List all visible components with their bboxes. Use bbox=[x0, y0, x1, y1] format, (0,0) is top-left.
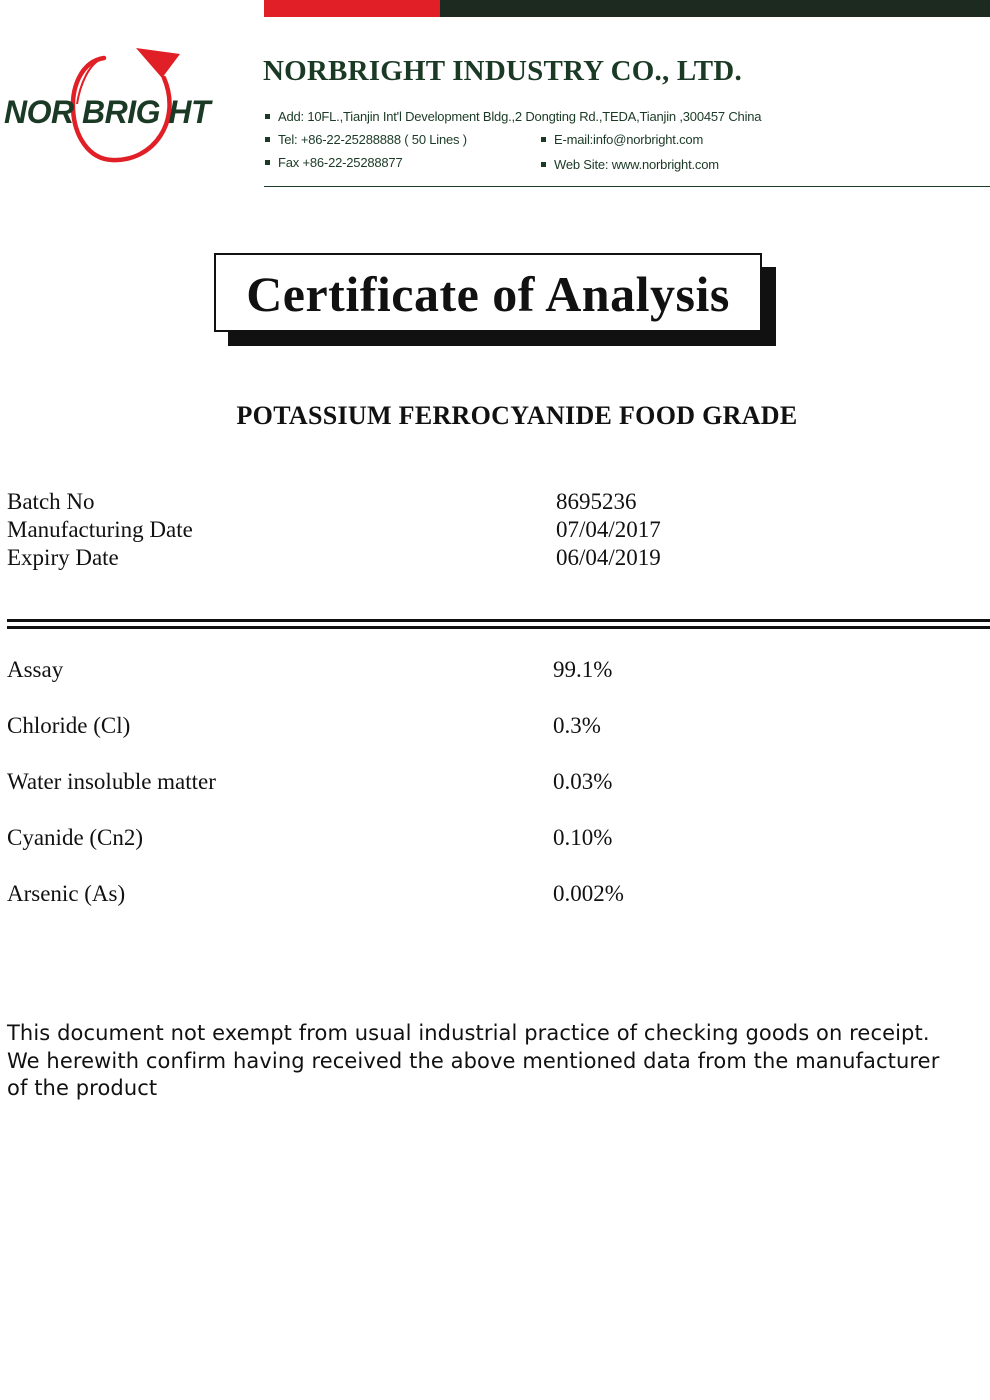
expiry-date-value: 06/04/2019 bbox=[556, 545, 661, 570]
document-title: Certificate of Analysis bbox=[246, 266, 730, 322]
footer-line: of the product bbox=[7, 1076, 158, 1100]
result-value: 0.03% bbox=[553, 769, 613, 794]
footer-line: We herewith confirm having received the above mentioned data from the manufacturer bbox=[7, 1048, 940, 1073]
tel-text: Tel: +86-22-25288888 ( 50 Lines ) bbox=[278, 132, 467, 147]
section-divider-bottom bbox=[7, 626, 990, 629]
result-value: 99.1% bbox=[553, 657, 613, 682]
result-value: 0.3% bbox=[553, 713, 601, 738]
header-divider bbox=[264, 186, 990, 187]
address-line bbox=[265, 109, 761, 124]
website-line bbox=[541, 157, 719, 172]
footer-note bbox=[7, 1020, 982, 1103]
website-text: Web Site: www.norbright.com bbox=[554, 157, 719, 172]
bullet-icon bbox=[265, 160, 270, 165]
email-line bbox=[541, 132, 703, 147]
logo-text: NOR BRIG HT bbox=[4, 94, 211, 130]
result-value: 0.002% bbox=[553, 881, 624, 906]
email-text: E-mail:info@norbright.com bbox=[554, 132, 704, 147]
result-value: 0.10% bbox=[553, 825, 613, 850]
result-label: Chloride (Cl) bbox=[7, 713, 131, 738]
tel-line bbox=[265, 132, 467, 147]
result-label: Water insoluble matter bbox=[7, 769, 216, 794]
result-label: Assay bbox=[7, 657, 64, 682]
section-divider-top bbox=[7, 619, 990, 622]
bullet-icon bbox=[541, 162, 546, 167]
fax-line bbox=[265, 155, 403, 170]
bullet-icon bbox=[541, 137, 546, 142]
expiry-date-label: Expiry Date bbox=[7, 545, 119, 570]
result-label: Cyanide (Cn2) bbox=[7, 825, 144, 850]
manufacturing-date-label: Manufacturing Date bbox=[7, 517, 193, 542]
bullet-icon bbox=[265, 137, 270, 142]
fax-text: Fax +86-22-25288877 bbox=[278, 155, 403, 170]
address-text: Add: 10FL.,Tianjin Int'l Development Bldg.,2 Dongting Rd.,TEDA,Tianjin ,300457 China bbox=[278, 109, 762, 124]
batch-no-value: 8695236 bbox=[556, 489, 637, 514]
company-name: NORBRIGHT INDUSTRY CO., LTD. bbox=[263, 55, 742, 87]
product-name: POTASSIUM FERROCYANIDE FOOD GRADE bbox=[236, 401, 798, 430]
result-label: Arsenic (As) bbox=[7, 881, 126, 906]
manufacturing-date-value: 07/04/2017 bbox=[556, 517, 661, 542]
top-bar-dark bbox=[440, 0, 990, 17]
footer-line: This document not exempt from usual industrial practice of checking goods on receipt. bbox=[7, 1021, 930, 1045]
company-logo bbox=[4, 40, 229, 170]
batch-no-label: Batch No bbox=[7, 489, 95, 514]
bullet-icon bbox=[265, 114, 270, 119]
top-bar-red bbox=[264, 0, 440, 17]
